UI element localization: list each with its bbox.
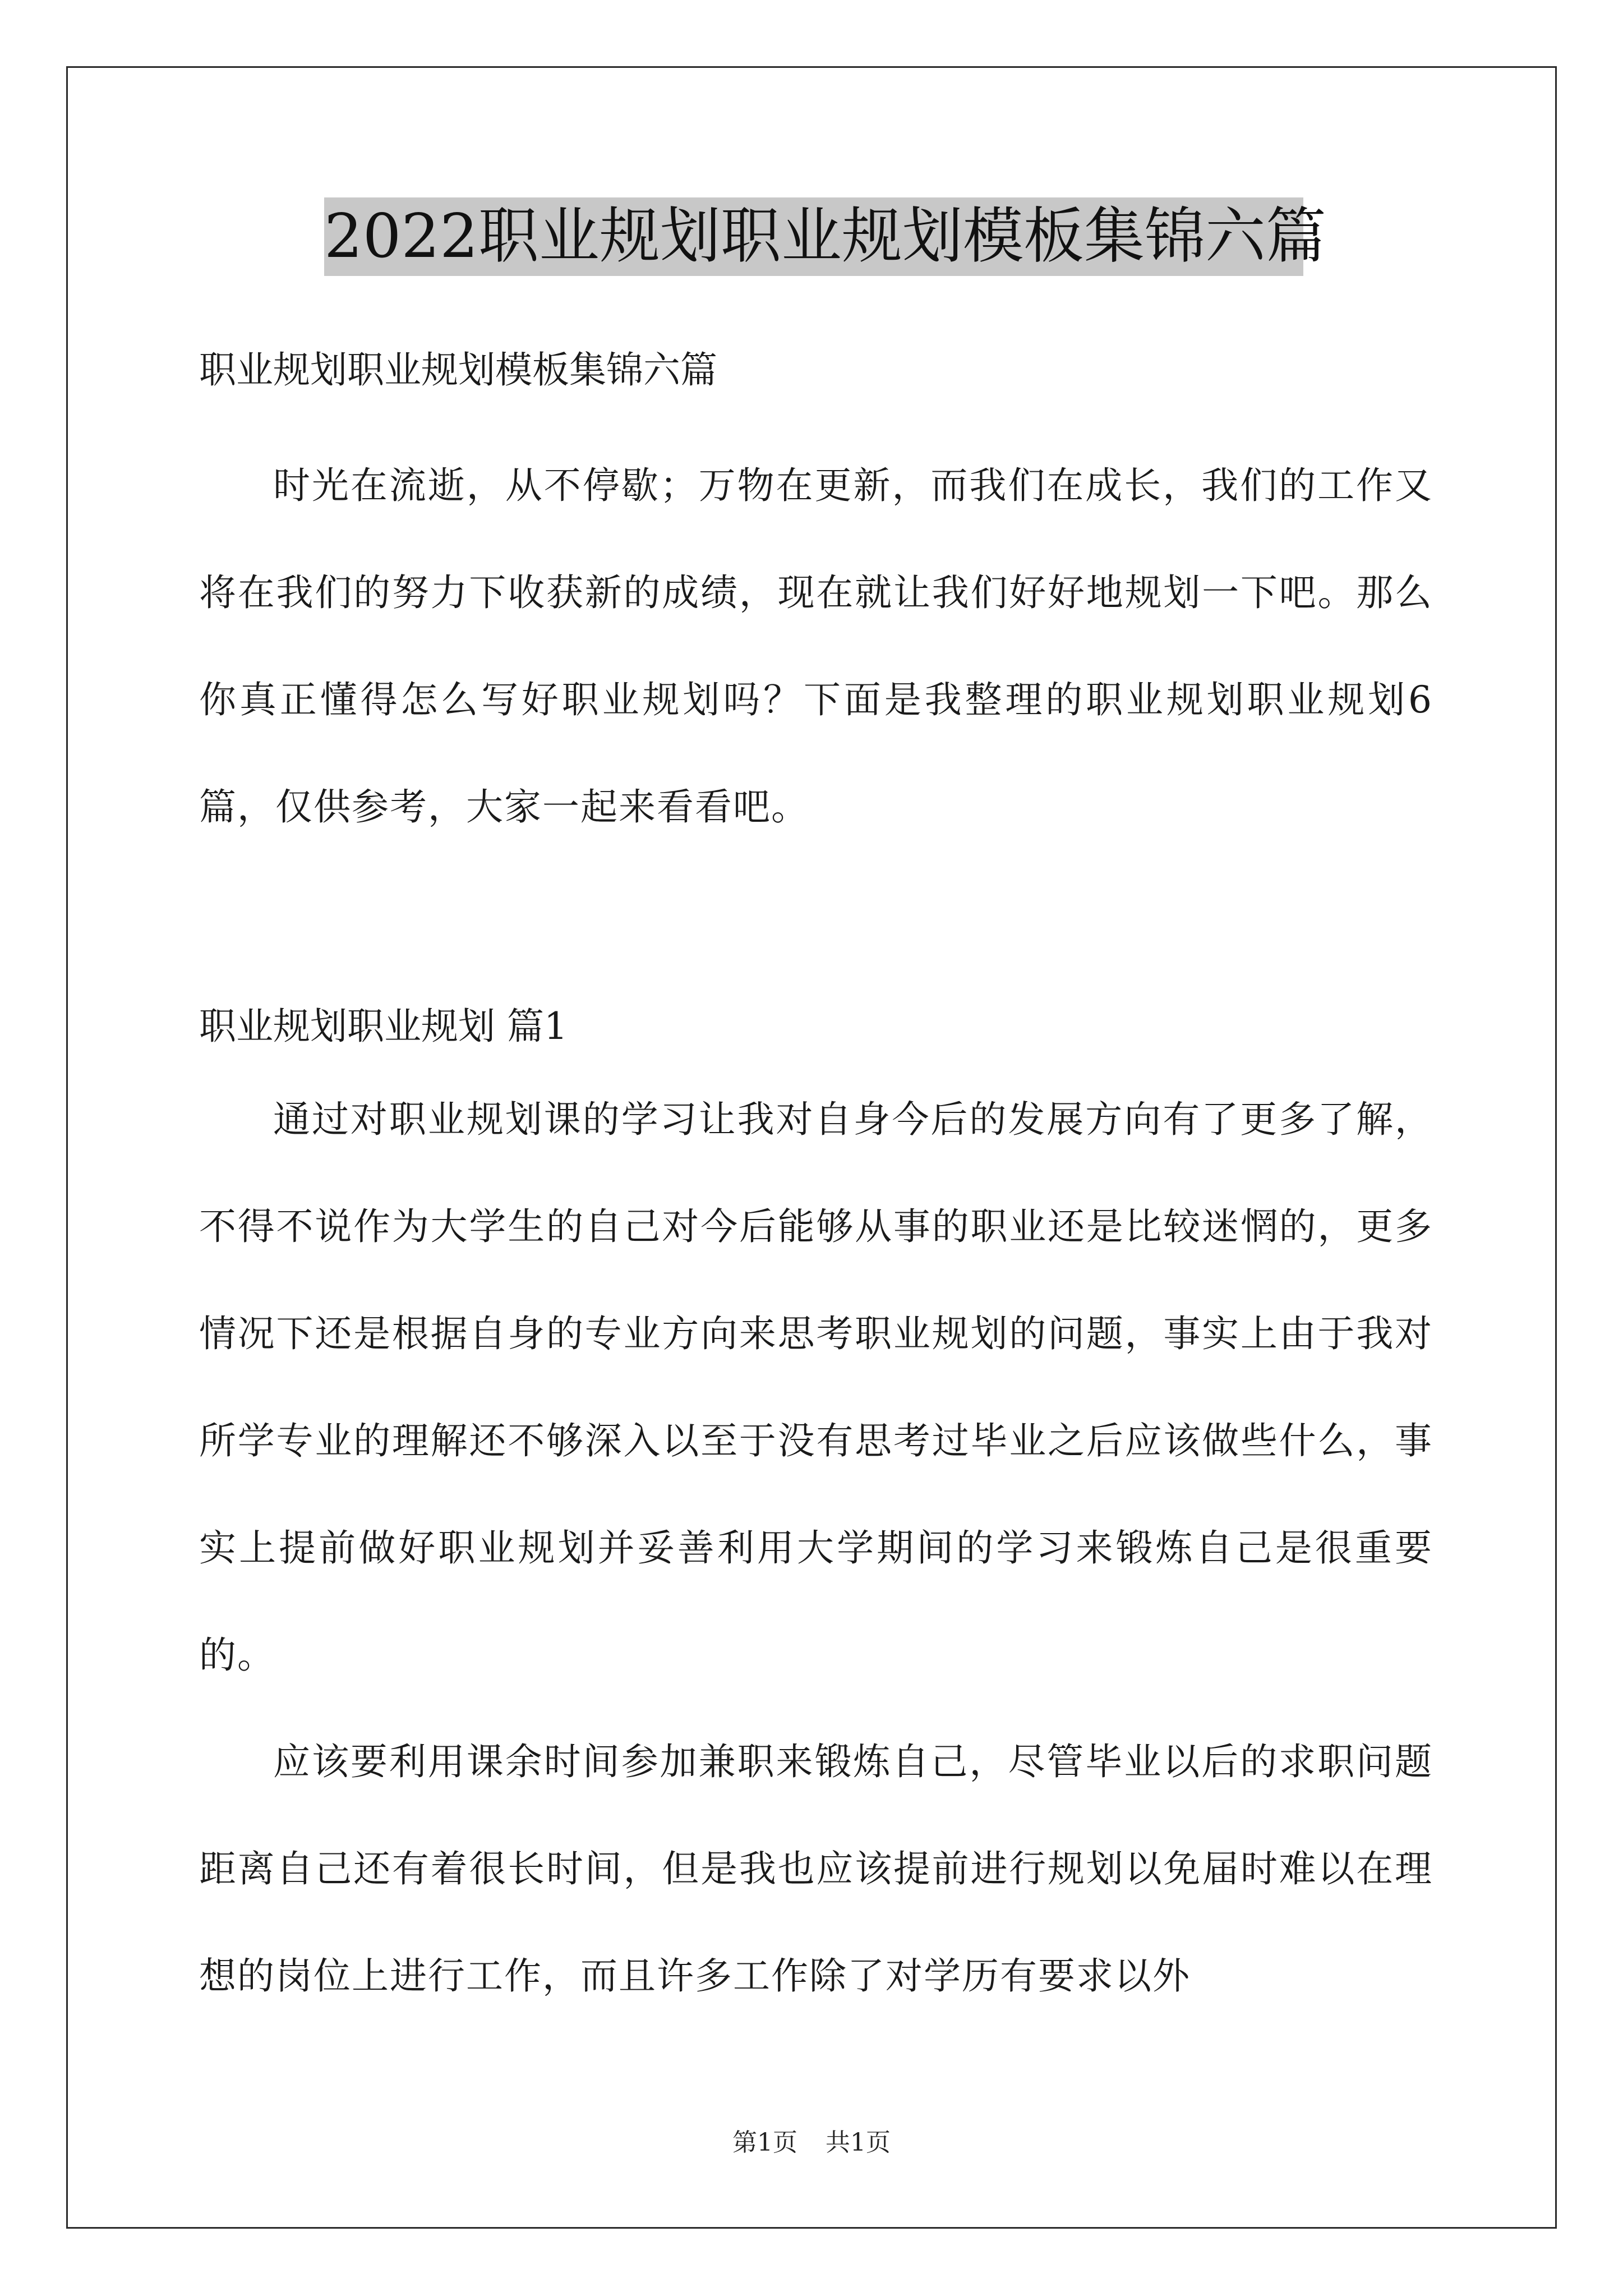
page-total: 共1页 [826, 2128, 891, 2157]
body-paragraph-1: 通过对职业规划课的学习让我对自身今后的发展方向有了更多了解，不得不说作为大学生的自己对今后能够从事的职业还是比较迷惘的，更多情况下还是根据自身的专业方向来思考职业规划的问题，事实上由于我对所学专业的理解还不够深入以至于没有思考过毕业之后应该做些什么，事实上提前做好职业规划并妥善利用大学期间的学习来锻炼自己是很重要的。 [199, 1098, 1433, 1677]
section-heading: 职业规划职业规划 篇1 [199, 1005, 568, 1048]
body-paragraph-2: 应该要利用课余时间参加兼职来锻炼自己，尽管毕业以后的求职问题距离自己还有着很长时间，但是我也应该提前进行规划以免届时难以在理想的岗位上进行工作，而且许多工作除了对学历有要求以外 [199, 1740, 1433, 1998]
page-number: 第1页 [732, 2128, 797, 2157]
document-subtitle: 职业规划职业规划模板集锦六篇 [199, 348, 717, 392]
intro-paragraph: 时光在流逝，从不停歇；万物在更新，而我们在成长，我们的工作又将在我们的努力下收获新的成绩，现在就让我们好好地规划一下吧。那么你真正懂得怎么写好职业规划吗？下面是我整理的职业规划职业规划6篇，仅供参考，大家一起来看看吧。 [199, 464, 1433, 829]
document-title: 2022职业规划职业规划模板集锦六篇 [324, 197, 1303, 276]
page-footer [0, 2126, 1623, 2160]
